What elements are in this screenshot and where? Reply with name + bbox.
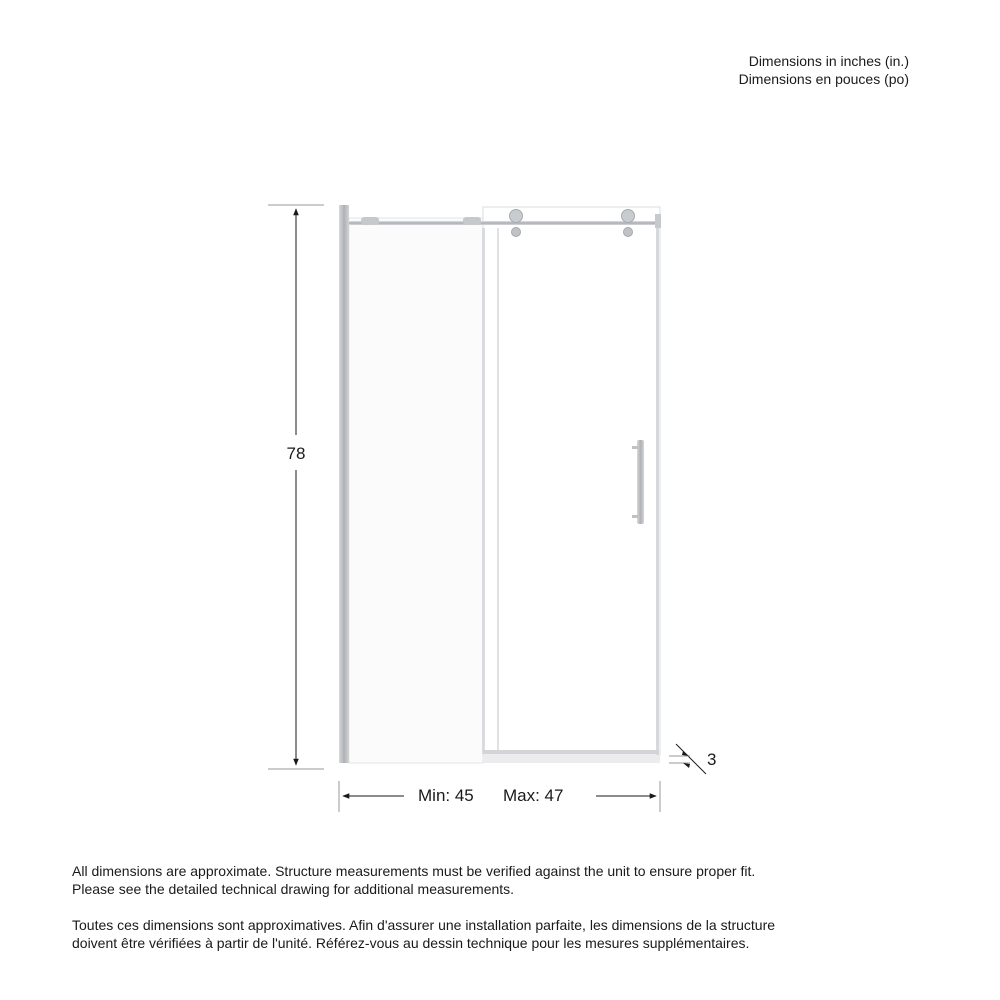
header-rail <box>349 221 661 225</box>
rail-bracket-left <box>361 217 379 225</box>
width-dimension <box>339 781 660 812</box>
bottom-guide <box>483 750 659 754</box>
offset-arrow-bottom <box>683 763 690 768</box>
offset-leader <box>676 744 706 774</box>
disclaimer-fr <box>72 916 952 952</box>
wall-jamb <box>339 205 349 763</box>
units-label-en: Dimensions in inches (in.) <box>748 53 909 69</box>
height-value: 78 <box>286 444 306 463</box>
disclaimer-fr-line1: Toutes ces dimensions sont approximatives. Afin d'assurer une installation parfaite, les dimensions de la structure <box>72 917 776 933</box>
rail-bracket-right <box>463 217 481 225</box>
disclaimer-fr-line2: doivent être vérifiées à partir de l'unité. Référez-vous au dessin technique pour les mesures supplémentaires. <box>72 935 750 951</box>
width-min-value: Min: 45 <box>418 786 474 805</box>
disclaimer-notes <box>72 862 952 970</box>
disclaimer-en-line1: All dimensions are approximate. Structure measurements must be verified against the unit to ensure proper fit. <box>72 863 756 879</box>
threshold-offset-value: 3 <box>707 750 717 769</box>
disclaimer-en <box>72 862 952 898</box>
fixed-panel-edge <box>482 228 485 754</box>
sliding-glass-panel <box>483 207 660 755</box>
disclaimer-en-line2: Please see the detailed technical drawing for additional measurements. <box>72 881 515 897</box>
offset-arrow-top <box>682 751 689 756</box>
shower-door <box>339 205 661 763</box>
threshold <box>483 755 660 763</box>
fixed-glass-panel <box>349 218 483 763</box>
units-label-fr: Dimensions en pouces (po) <box>738 71 909 87</box>
sliding-panel-edge-right <box>656 215 659 756</box>
sliding-panel-edge-left <box>497 228 499 754</box>
width-max-value: Max: 47 <box>503 786 564 805</box>
rail-end-cap <box>655 214 661 228</box>
height-dimension <box>268 205 324 769</box>
threshold-offset-dimension <box>669 744 716 774</box>
